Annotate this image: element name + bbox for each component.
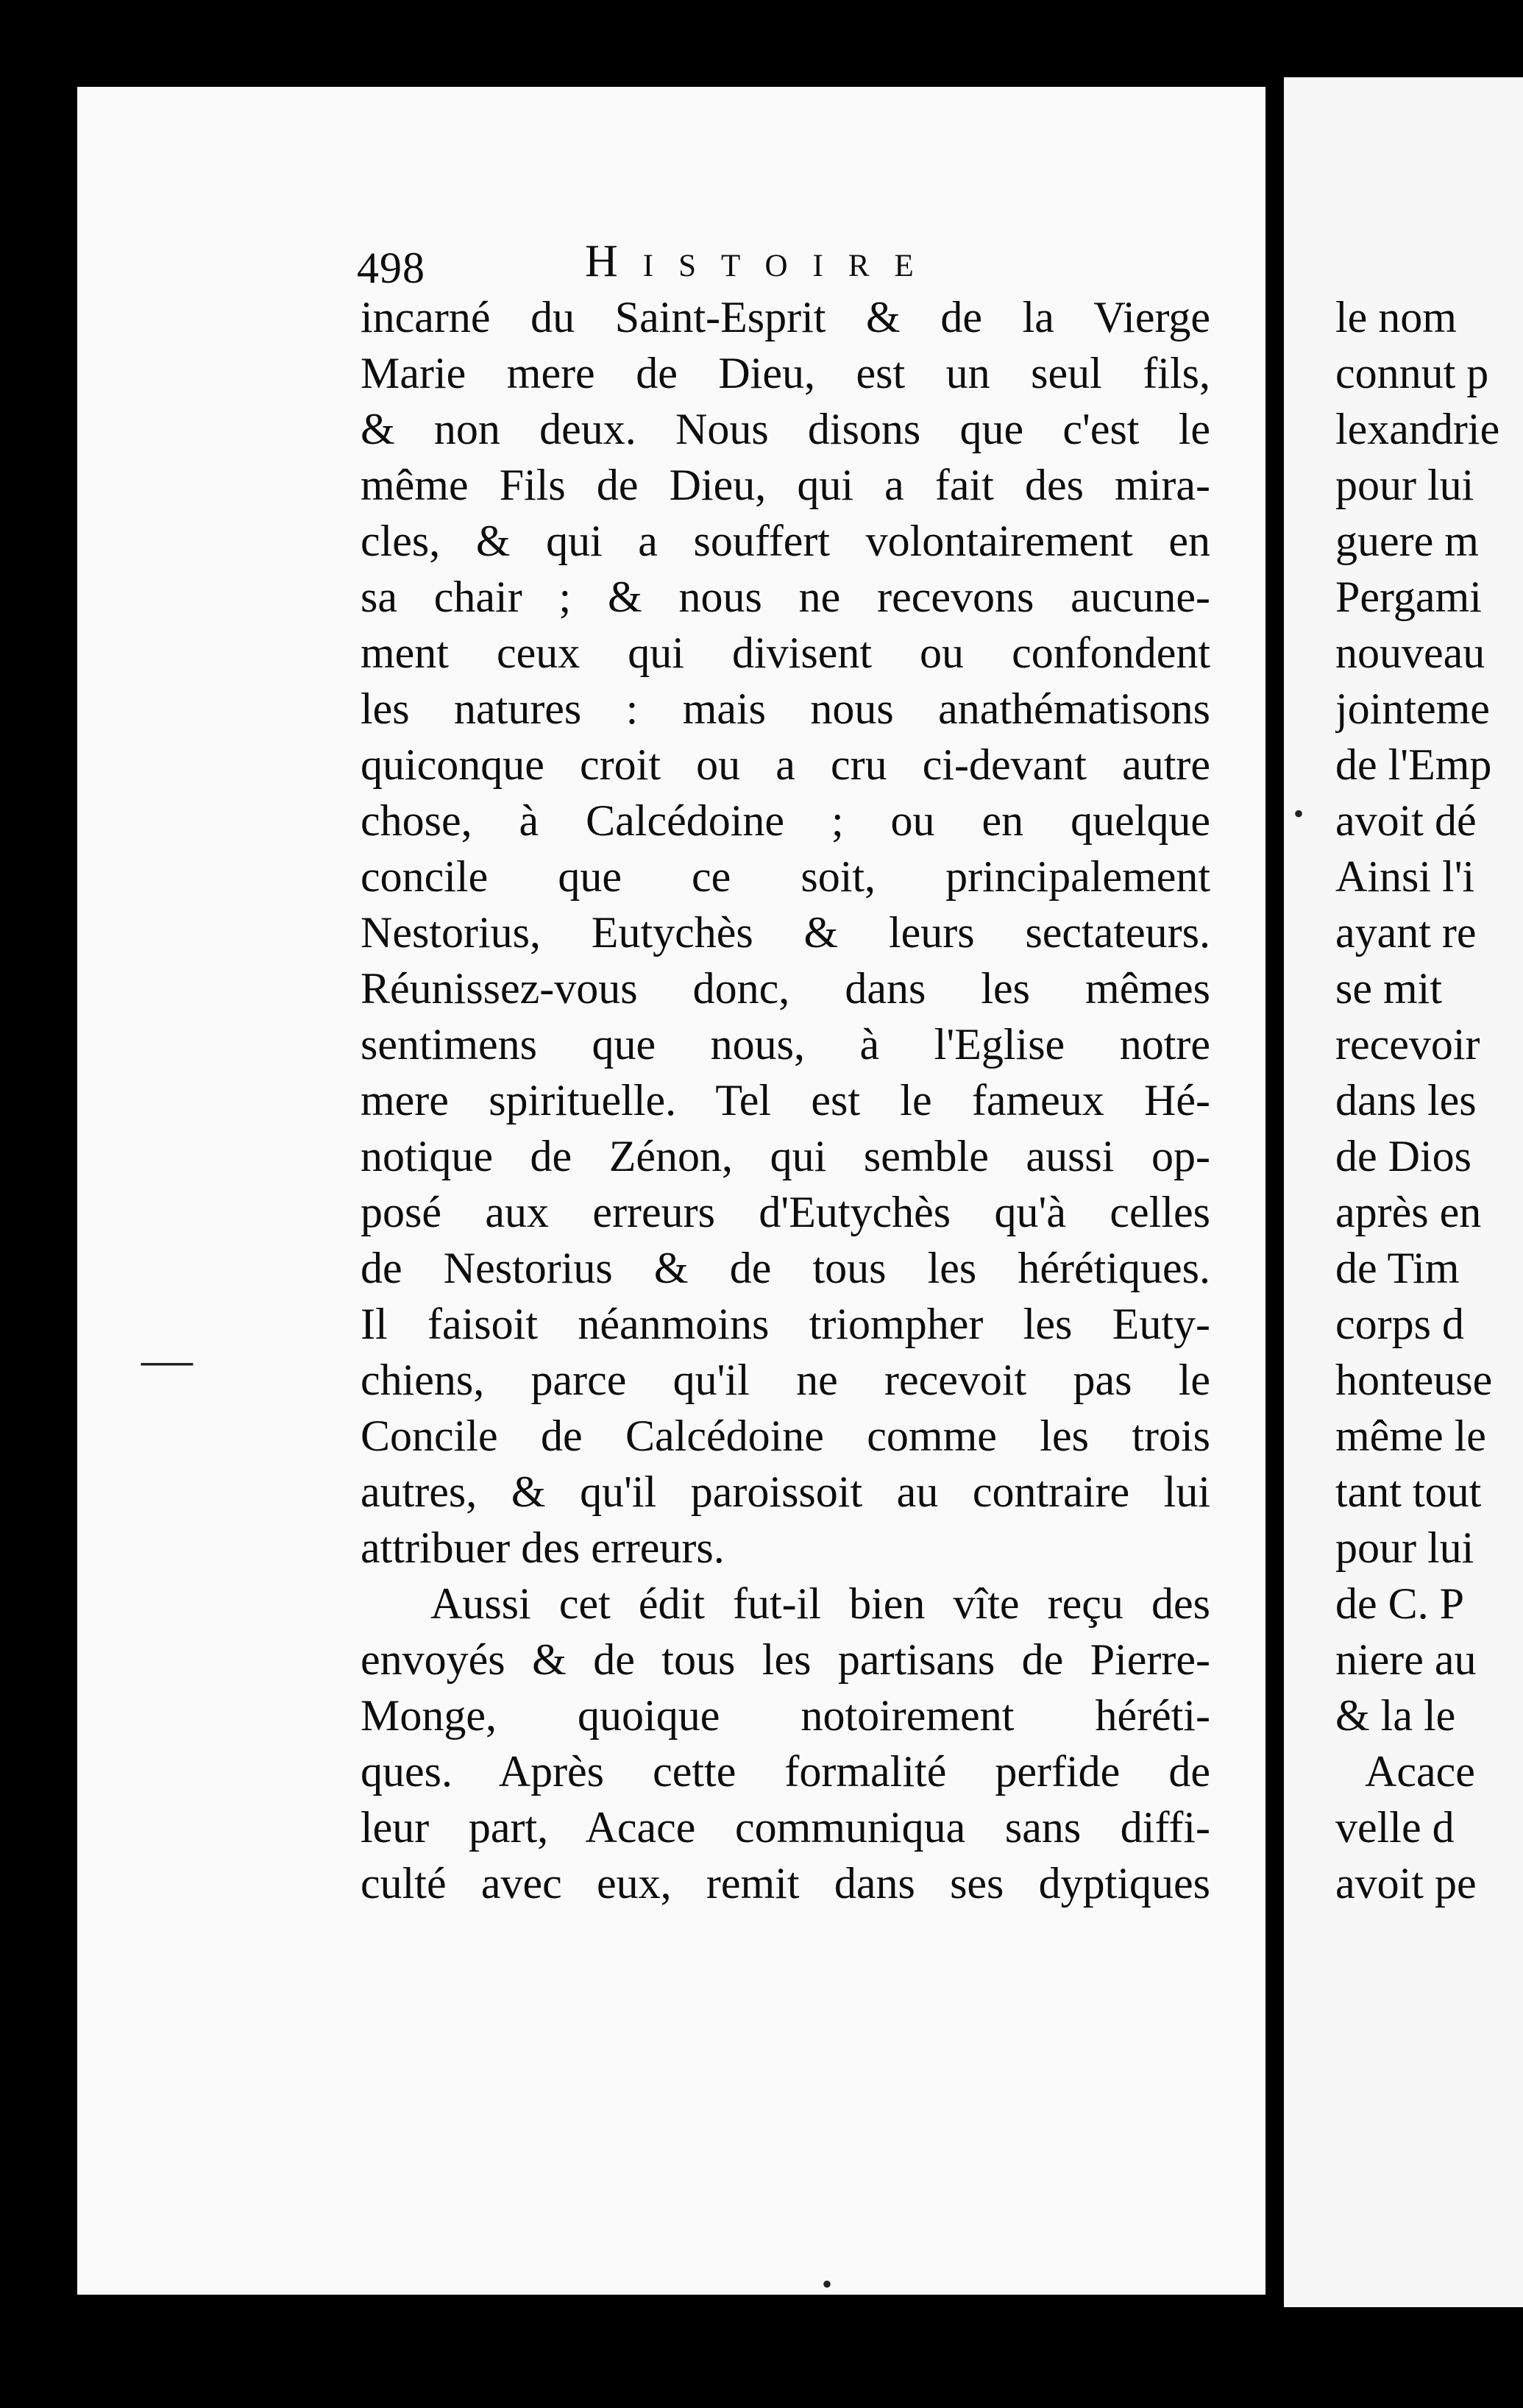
text-line: Aussi cet édit fut-il bien vîte reçu des [430,1579,1210,1628]
book-gutter [1265,74,1284,2326]
text-line: & la le [1335,1691,1456,1740]
text-line: autres, & qu'il paroissoit au contraire lui [361,1467,1210,1516]
page-dot-mark: • [822,2267,833,2301]
text-line: Ainsi l'i [1335,852,1475,901]
text-line: lexandrie [1335,405,1500,453]
text-line: le nom [1335,293,1457,341]
text-line: nouveau [1335,628,1485,677]
text-line: Concile de Calcédoine comme les trois [361,1412,1210,1460]
text-line: jointeme [1335,684,1490,733]
text-line: même le [1335,1412,1486,1460]
text-line: de Dios [1335,1132,1471,1180]
text-line: incarné du Saint-Esprit & de la Vierge [361,293,1210,341]
text-line: Réunissez-vous donc, dans les mêmes [361,964,1210,1013]
text-line: culté avec eux, remit dans ses dyptiques [361,1859,1210,1908]
text-line: guere m [1335,517,1479,565]
text-line: tant tout [1335,1467,1482,1516]
text-line: Monge, quoique notoirement héréti- [361,1691,1210,1740]
text-line: avoit dé [1335,796,1477,845]
text-line: de Tim [1335,1244,1460,1292]
text-line: mere spirituelle. Tel est le fameux Hé- [361,1076,1210,1125]
text-line: posé aux erreurs d'Eutychès qu'à celles [361,1188,1210,1236]
page-number: 498 [357,244,425,292]
text-line: se mit [1335,964,1442,1013]
text-line: sa chair ; & nous ne recevons aucune- [361,573,1210,621]
right-page-text [1335,289,1523,1911]
text-line: les natures : mais nous anathématisons [361,684,1210,733]
text-line: corps d [1335,1300,1464,1348]
text-line: concile que ce soit, principalement [361,852,1210,901]
text-line: Pergami [1335,573,1482,621]
text-line: ques. Après cette formalité perfide de [361,1747,1210,1796]
running-head [357,228,1225,292]
text-line: quiconque croit ou a cru ci-devant autre [361,740,1210,789]
text-line: pour lui [1335,1523,1474,1572]
text-line: Nestorius, Eutychès & leurs sectateurs. [361,908,1210,957]
text-line: niere au [1335,1635,1477,1684]
text-line: Il faisoit néanmoins triompher les Euty- [361,1300,1210,1348]
text-line: dans les [1335,1076,1477,1125]
text-line: ayant re [1335,908,1477,957]
text-line: de Nestorius & de tous les hérétiques. [361,1244,1210,1292]
text-line: pour lui [1335,461,1474,509]
running-title: Histoire [585,236,939,286]
text-line: & non deux. Nous disons que c'est le [361,405,1210,453]
text-line: cles, & qui a souffert volontairement en [361,517,1210,565]
text-line: chose, à Calcédoine ; ou en quelque [361,796,1210,845]
text-line: connut p [1335,349,1489,397]
text-line: de l'Emp [1335,740,1492,789]
text-line: leur part, Acace communiqua sans diffi- [361,1803,1210,1852]
text-line: même Fils de Dieu, qui a fait des mira- [361,461,1210,509]
text-line: chiens, parce qu'il ne recevoit pas le [361,1356,1210,1404]
text-line: Marie mere de Dieu, est un seul fils, [361,349,1210,397]
text-line: envoyés & de tous les partisans de Pierre- [361,1635,1210,1684]
text-line: velle d [1335,1803,1455,1852]
text-line: de C. P [1335,1579,1465,1628]
text-line: ment ceux qui divisent ou confondent [361,628,1210,677]
text-line: honteuse [1335,1356,1493,1404]
text-line: attribuer des erreurs. [361,1523,725,1572]
text-line: après en [1335,1188,1482,1236]
text-line: recevoir [1335,1020,1480,1069]
margin-dash-mark: — [141,1331,193,1388]
text-line: notique de Zénon, qui semble aussi op- [361,1132,1210,1180]
margin-bullet-mark: • [1293,797,1304,830]
text-line: avoit pe [1335,1859,1477,1908]
left-page-text [361,289,1210,1911]
text-line: sentimens que nous, à l'Eglise notre [361,1020,1210,1069]
text-line: Acace [1365,1747,1475,1796]
